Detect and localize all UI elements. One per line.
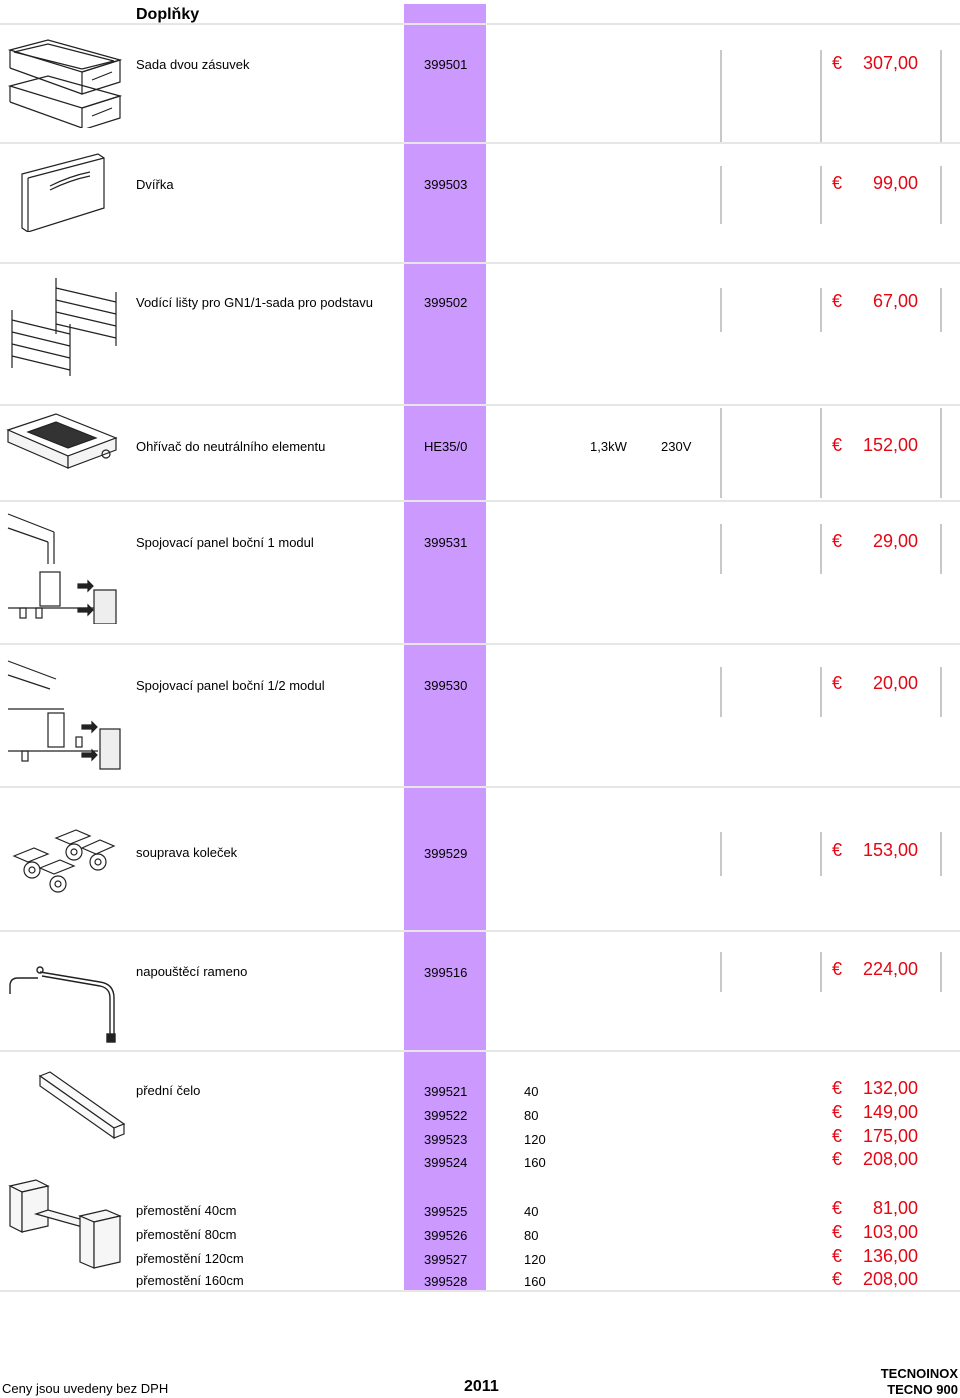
- item-price: 224,00: [862, 959, 918, 979]
- footer-vat-note: Ceny jsou uvedeny bez DPH: [2, 1381, 169, 1396]
- item-code: 399501: [424, 57, 468, 72]
- product-row: [0, 24, 960, 142]
- item-code: 399530: [424, 678, 468, 693]
- half-side-panel-icon: [4, 659, 128, 771]
- variant-code: 399523: [424, 1132, 468, 1147]
- item-voltage: 230V: [661, 439, 692, 454]
- item-name: Spojovací panel boční 1 modul: [136, 535, 314, 550]
- euro-icon: €: [832, 1078, 843, 1098]
- item-code: HE35/0: [424, 439, 468, 454]
- row-separator: [0, 1290, 960, 1292]
- footer-brand-block: [881, 1366, 958, 1398]
- euro-icon: €: [832, 1269, 843, 1289]
- door-icon: [20, 152, 106, 232]
- bridge-name: přemostění 40cm: [136, 1203, 237, 1218]
- heater-icon: [6, 410, 118, 474]
- product-row: [0, 406, 960, 500]
- variant-size: 40: [524, 1084, 539, 1099]
- variant-size: 120: [524, 1132, 546, 1147]
- drawer-set-icon: [4, 38, 122, 128]
- euro-icon: €: [832, 291, 843, 311]
- item-price: 20,00: [872, 673, 918, 693]
- bridge-name: přemostění 80cm: [136, 1227, 237, 1242]
- product-row: [0, 502, 960, 643]
- variant-price: 136,00: [862, 1246, 918, 1266]
- item-power: 1,3kW: [590, 439, 627, 454]
- footer-year: 2011: [464, 1378, 499, 1395]
- product-row: [0, 932, 960, 1050]
- item-price: 152,00: [862, 435, 918, 455]
- euro-icon: €: [832, 1198, 843, 1218]
- footer-series: TECNO 900: [887, 1382, 958, 1397]
- variant-size: 160: [524, 1274, 546, 1289]
- variant-size: 80: [524, 1228, 539, 1243]
- item-code: 399516: [424, 965, 468, 980]
- item-name: souprava koleček: [136, 845, 238, 860]
- variant-price: 132,00: [862, 1078, 918, 1098]
- euro-icon: €: [832, 531, 843, 551]
- product-row: [0, 264, 960, 404]
- euro-icon: €: [832, 1102, 843, 1122]
- bridge-row: [0, 1172, 960, 1290]
- item-name: Sada dvou zásuvek: [136, 57, 250, 72]
- side-panel-icon: [4, 512, 128, 624]
- item-price: 307,00: [862, 53, 918, 73]
- variant-code: 399528: [424, 1274, 468, 1289]
- item-price: 153,00: [862, 840, 918, 860]
- variant-price: 103,00: [862, 1222, 918, 1242]
- euro-icon: €: [832, 1246, 843, 1266]
- variant-code: 399527: [424, 1252, 468, 1267]
- variant-code: 399525: [424, 1204, 468, 1219]
- variant-price: 81,00: [872, 1198, 918, 1218]
- variant-code: 399521: [424, 1084, 468, 1099]
- item-name: Vodící lišty pro GN1/1-sada pro podstavu: [136, 295, 374, 310]
- item-name: Ohřívač do neutrálního elementu: [136, 439, 326, 454]
- footer-brand: TECNOINOX: [880, 1366, 958, 1381]
- item-code: 399503: [424, 177, 468, 192]
- front-panel-name: přední čelo: [136, 1083, 201, 1098]
- item-code: 399531: [424, 535, 468, 550]
- product-row: [0, 645, 960, 786]
- euro-icon: €: [832, 435, 843, 455]
- item-name: napouštěcí rameno: [136, 964, 248, 979]
- euro-icon: €: [832, 673, 843, 693]
- variant-code: 399522: [424, 1108, 468, 1123]
- variant-size: 120: [524, 1252, 546, 1267]
- front-panel-icon: [38, 1070, 128, 1142]
- variant-price: 175,00: [862, 1126, 918, 1146]
- variant-price: 149,00: [862, 1102, 918, 1122]
- item-price: 29,00: [872, 531, 918, 551]
- guide-rails-icon: [8, 276, 124, 376]
- variant-size: 40: [524, 1204, 539, 1219]
- euro-icon: €: [832, 1222, 843, 1242]
- item-name: Spojovací panel boční 1/2 modul: [136, 678, 325, 693]
- variant-code: 399526: [424, 1228, 468, 1243]
- product-row: [0, 144, 960, 262]
- variant-size: 80: [524, 1108, 539, 1123]
- variant-price: 208,00: [862, 1149, 918, 1169]
- item-code: 399502: [424, 295, 468, 310]
- variant-code: 399524: [424, 1155, 468, 1170]
- euro-icon: €: [832, 840, 843, 860]
- page-title: Doplňky: [136, 6, 200, 23]
- product-row: [0, 788, 960, 930]
- filling-arm-icon: [6, 960, 124, 1050]
- variant-price: 208,00: [862, 1269, 918, 1289]
- bridge-name: přemostění 120cm: [136, 1251, 244, 1266]
- item-name: Dvířka: [136, 177, 174, 192]
- item-price: 99,00: [872, 173, 918, 193]
- euro-icon: €: [832, 1149, 843, 1169]
- item-price: 67,00: [872, 291, 918, 311]
- bridge-icon: [6, 1178, 124, 1274]
- item-code: 399529: [424, 846, 468, 861]
- casters-icon: [10, 826, 116, 906]
- euro-icon: €: [832, 1126, 843, 1146]
- euro-icon: €: [832, 173, 843, 193]
- euro-icon: €: [832, 53, 843, 73]
- variant-size: 160: [524, 1155, 546, 1170]
- euro-icon: €: [832, 959, 843, 979]
- bridge-name: přemostění 160cm: [136, 1273, 244, 1288]
- front-panel-row: [0, 1052, 960, 1170]
